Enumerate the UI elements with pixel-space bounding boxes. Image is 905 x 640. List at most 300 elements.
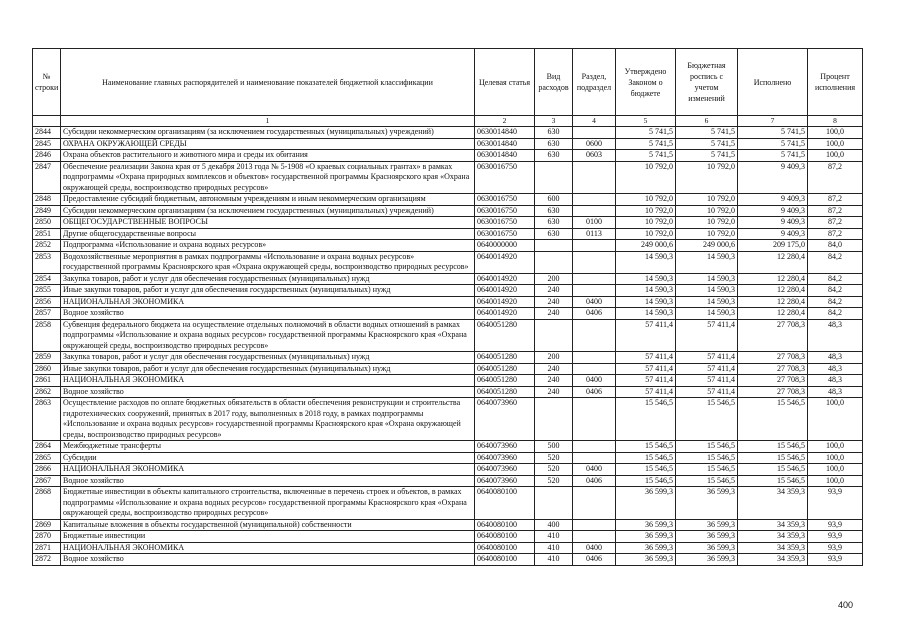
cell-name: Иные закупки товаров, работ и услуг для обеспечения государственных (муниципальных) нужд — [61, 285, 475, 297]
table-row — [33, 398, 863, 441]
cell-expense-type: 410 — [535, 554, 573, 566]
header-approved: Утверждено Законом о бюджете — [616, 49, 676, 116]
cell-approved: 5 741,5 — [616, 138, 676, 150]
cell-executed: 15 546,5 — [738, 452, 808, 464]
table-row — [33, 452, 863, 464]
table-row — [33, 138, 863, 150]
cell-row-number: 2846 — [33, 150, 61, 162]
header-budget-list: Бюджетная роспись с учетом изменений — [676, 49, 738, 116]
cell-executed: 27 708,3 — [738, 375, 808, 387]
cell-budget-list: 10 792,0 — [676, 161, 738, 194]
table-row — [33, 375, 863, 387]
page-number: 400 — [838, 600, 854, 610]
cell-percent: 93,9 — [808, 531, 863, 543]
cell-percent: 48,3 — [808, 352, 863, 364]
column-number: 6 — [676, 116, 738, 127]
cell-budget-list: 5 741,5 — [676, 138, 738, 150]
cell-percent: 84,0 — [808, 240, 863, 252]
cell-row-number: 2861 — [33, 375, 61, 387]
cell-expense-type — [535, 398, 573, 441]
table-body — [33, 127, 863, 566]
header-expense-type: Вид расходов — [535, 49, 573, 116]
cell-section — [573, 531, 616, 543]
cell-row-number: 2845 — [33, 138, 61, 150]
table-row — [33, 251, 863, 273]
cell-row-number: 2864 — [33, 441, 61, 453]
cell-budget-list: 14 590,3 — [676, 296, 738, 308]
cell-name: Субвенция федерального бюджета на осуществление отдельных полномочий в области водных отношений в рамках подпрограммы «Использование и охрана водных ресурсов» государственной программы Красноярского края «Охрана окружающей среды, воспроизводство природных ресурсов» — [61, 319, 475, 352]
cell-executed: 27 708,3 — [738, 352, 808, 364]
cell-row-number: 2852 — [33, 240, 61, 252]
cell-expense-type: 520 — [535, 475, 573, 487]
cell-row-number: 2847 — [33, 161, 61, 194]
cell-budget-list: 15 546,5 — [676, 464, 738, 476]
cell-percent: 48,3 — [808, 386, 863, 398]
cell-name: Водное хозяйство — [61, 386, 475, 398]
cell-executed: 5 741,5 — [738, 138, 808, 150]
cell-expense-type: 630 — [535, 127, 573, 139]
cell-percent: 84,2 — [808, 308, 863, 320]
cell-expense-type: 200 — [535, 273, 573, 285]
cell-name: Межбюджетные трансферты — [61, 441, 475, 453]
cell-target-article: 0640051280 — [475, 319, 535, 352]
table-row — [33, 228, 863, 240]
cell-percent: 100,0 — [808, 138, 863, 150]
cell-percent: 87,2 — [808, 161, 863, 194]
cell-expense-type: 630 — [535, 228, 573, 240]
cell-percent: 84,2 — [808, 251, 863, 273]
cell-percent: 100,0 — [808, 475, 863, 487]
cell-section: 0603 — [573, 150, 616, 162]
cell-row-number: 2869 — [33, 519, 61, 531]
cell-name: ОБЩЕГОСУДАРСТВЕННЫЕ ВОПРОСЫ — [61, 217, 475, 229]
cell-section — [573, 441, 616, 453]
cell-target-article: 0640051280 — [475, 363, 535, 375]
cell-budget-list: 249 000,6 — [676, 240, 738, 252]
cell-section — [573, 251, 616, 273]
cell-approved: 57 411,4 — [616, 386, 676, 398]
cell-expense-type: 600 — [535, 194, 573, 206]
cell-approved: 57 411,4 — [616, 352, 676, 364]
cell-row-number: 2866 — [33, 464, 61, 476]
cell-approved: 15 546,5 — [616, 475, 676, 487]
cell-name: Закупка товаров, работ и услуг для обеспечения государственных (муниципальных) нужд — [61, 273, 475, 285]
cell-budget-list: 5 741,5 — [676, 127, 738, 139]
table-row — [33, 352, 863, 364]
column-number: 7 — [738, 116, 808, 127]
cell-name: Капитальные вложения в объекты государственной (муниципальной) собственности — [61, 519, 475, 531]
cell-expense-type — [535, 240, 573, 252]
cell-expense-type — [535, 161, 573, 194]
cell-row-number: 2849 — [33, 205, 61, 217]
cell-expense-type: 520 — [535, 464, 573, 476]
cell-section — [573, 398, 616, 441]
cell-section: 0406 — [573, 386, 616, 398]
cell-percent: 100,0 — [808, 452, 863, 464]
cell-section — [573, 194, 616, 206]
cell-section — [573, 273, 616, 285]
cell-budget-list: 36 599,3 — [676, 531, 738, 543]
cell-row-number: 2867 — [33, 475, 61, 487]
column-number: 1 — [61, 116, 475, 127]
cell-section: 0400 — [573, 375, 616, 387]
cell-target-article: 0640051280 — [475, 386, 535, 398]
cell-section — [573, 363, 616, 375]
cell-name: Другие общегосударственные вопросы — [61, 228, 475, 240]
cell-budget-list: 10 792,0 — [676, 194, 738, 206]
cell-row-number: 2870 — [33, 531, 61, 543]
cell-expense-type — [535, 251, 573, 273]
cell-target-article: 0640073960 — [475, 452, 535, 464]
table-row — [33, 542, 863, 554]
cell-approved: 57 411,4 — [616, 375, 676, 387]
cell-target-article: 0640014920 — [475, 308, 535, 320]
table-row — [33, 273, 863, 285]
cell-target-article: 0630016750 — [475, 205, 535, 217]
cell-row-number: 2871 — [33, 542, 61, 554]
cell-name: Предоставление субсидий бюджетным, автономным учреждениям и иным некоммерческим организациям — [61, 194, 475, 206]
cell-budget-list: 57 411,4 — [676, 352, 738, 364]
cell-name: Водное хозяйство — [61, 475, 475, 487]
budget-report-sheet — [32, 48, 862, 566]
cell-target-article: 0640000000 — [475, 240, 535, 252]
cell-approved: 10 792,0 — [616, 228, 676, 240]
cell-target-article: 0630016750 — [475, 194, 535, 206]
table-row — [33, 554, 863, 566]
header-percent: Процент исполнения — [808, 49, 863, 116]
table-header — [33, 49, 863, 127]
cell-section — [573, 452, 616, 464]
cell-approved: 36 599,3 — [616, 542, 676, 554]
cell-expense-type: 240 — [535, 296, 573, 308]
cell-executed: 27 708,3 — [738, 386, 808, 398]
cell-target-article: 0630016750 — [475, 161, 535, 194]
cell-expense-type: 630 — [535, 217, 573, 229]
cell-executed: 9 409,3 — [738, 205, 808, 217]
cell-section — [573, 127, 616, 139]
cell-section — [573, 161, 616, 194]
header-target-article: Целевая статья — [475, 49, 535, 116]
cell-target-article: 0640014920 — [475, 285, 535, 297]
cell-budget-list: 15 546,5 — [676, 452, 738, 464]
cell-row-number: 2858 — [33, 319, 61, 352]
cell-section — [573, 285, 616, 297]
cell-row-number: 2868 — [33, 487, 61, 520]
table-row — [33, 296, 863, 308]
cell-approved: 249 000,6 — [616, 240, 676, 252]
cell-percent: 100,0 — [808, 127, 863, 139]
cell-budget-list: 15 546,5 — [676, 441, 738, 453]
cell-executed: 12 280,4 — [738, 251, 808, 273]
cell-section: 0600 — [573, 138, 616, 150]
table-row — [33, 308, 863, 320]
cell-row-number: 2856 — [33, 296, 61, 308]
cell-expense-type — [535, 487, 573, 520]
cell-budget-list: 57 411,4 — [676, 386, 738, 398]
cell-budget-list: 36 599,3 — [676, 554, 738, 566]
cell-executed: 5 741,5 — [738, 127, 808, 139]
cell-executed: 9 409,3 — [738, 217, 808, 229]
cell-executed: 12 280,4 — [738, 296, 808, 308]
cell-approved: 36 599,3 — [616, 519, 676, 531]
cell-approved: 57 411,4 — [616, 319, 676, 352]
cell-budget-list: 10 792,0 — [676, 217, 738, 229]
cell-name: Охрана объектов растительного и животного мира и среды их обитания — [61, 150, 475, 162]
table-row — [33, 386, 863, 398]
cell-row-number: 2865 — [33, 452, 61, 464]
cell-name: Закупка товаров, работ и услуг для обеспечения государственных (муниципальных) нужд — [61, 352, 475, 364]
cell-row-number: 2855 — [33, 285, 61, 297]
cell-section — [573, 519, 616, 531]
cell-approved: 15 546,5 — [616, 398, 676, 441]
header-executed: Исполнено — [738, 49, 808, 116]
table-row — [33, 127, 863, 139]
cell-name: Обеспечение реализации Закона края от 5 декабря 2013 года № 5-1908 «О краевых социальных грантах» в рамках подпрограммы «Охрана природных комплексов и объектов» государственной программы Красноярского края «Охрана окружающей среды, воспроизводство природных ресурсов» — [61, 161, 475, 194]
cell-name: Субсидии некоммерческим организациям (за исключением государственных (муниципальных) учреждений) — [61, 127, 475, 139]
cell-target-article: 0640014920 — [475, 296, 535, 308]
cell-expense-type: 240 — [535, 386, 573, 398]
cell-approved: 14 590,3 — [616, 285, 676, 297]
cell-expense-type: 240 — [535, 308, 573, 320]
cell-budget-list: 10 792,0 — [676, 228, 738, 240]
cell-row-number: 2872 — [33, 554, 61, 566]
cell-executed: 12 280,4 — [738, 308, 808, 320]
table-row — [33, 531, 863, 543]
cell-name: НАЦИОНАЛЬНАЯ ЭКОНОМИКА — [61, 296, 475, 308]
table-row — [33, 363, 863, 375]
cell-name: Водное хозяйство — [61, 308, 475, 320]
table-row — [33, 205, 863, 217]
table-row — [33, 194, 863, 206]
cell-name: Бюджетные инвестиции — [61, 531, 475, 543]
cell-section: 0100 — [573, 217, 616, 229]
header-section: Раздел, подраздел — [573, 49, 616, 116]
cell-approved: 14 590,3 — [616, 251, 676, 273]
cell-name: Бюджетные инвестиции в объекты капитального строительства, включенные в перечень строек и объектов, в рамках подпрограммы «Использование и охрана водных ресурсов» государственной программы Красноярского края «Охрана окружающей среды, воспроизводство природных ресурсов» — [61, 487, 475, 520]
cell-executed: 9 409,3 — [738, 194, 808, 206]
cell-section — [573, 319, 616, 352]
cell-approved: 36 599,3 — [616, 531, 676, 543]
cell-approved: 10 792,0 — [616, 217, 676, 229]
cell-section — [573, 487, 616, 520]
cell-percent: 84,2 — [808, 273, 863, 285]
cell-approved: 15 546,5 — [616, 464, 676, 476]
cell-target-article: 0640051280 — [475, 375, 535, 387]
cell-target-article: 0640080100 — [475, 519, 535, 531]
cell-percent: 100,0 — [808, 150, 863, 162]
cell-target-article: 0640051280 — [475, 352, 535, 364]
cell-budget-list: 14 590,3 — [676, 308, 738, 320]
cell-section: 0406 — [573, 308, 616, 320]
cell-executed: 34 359,3 — [738, 542, 808, 554]
cell-target-article: 0640080100 — [475, 487, 535, 520]
cell-expense-type: 200 — [535, 352, 573, 364]
cell-percent: 87,2 — [808, 205, 863, 217]
cell-approved: 5 741,5 — [616, 150, 676, 162]
cell-budget-list: 36 599,3 — [676, 487, 738, 520]
cell-name: НАЦИОНАЛЬНАЯ ЭКОНОМИКА — [61, 464, 475, 476]
cell-name: Водохозяйственные мероприятия в рамках подпрограммы «Использование и охрана водных ресурсов» государственной программы Красноярского края «Охрана окружающей среды, воспроизводство природных ресурсов» — [61, 251, 475, 273]
cell-expense-type: 630 — [535, 205, 573, 217]
cell-expense-type: 240 — [535, 375, 573, 387]
cell-percent: 48,3 — [808, 363, 863, 375]
cell-section: 0400 — [573, 542, 616, 554]
budget-execution-table — [32, 48, 863, 566]
table-row — [33, 487, 863, 520]
table-row — [33, 464, 863, 476]
cell-expense-type: 410 — [535, 531, 573, 543]
cell-percent: 87,2 — [808, 228, 863, 240]
cell-expense-type: 410 — [535, 542, 573, 554]
cell-budget-list: 14 590,3 — [676, 273, 738, 285]
cell-approved: 15 546,5 — [616, 452, 676, 464]
cell-target-article: 0630014840 — [475, 150, 535, 162]
cell-approved: 36 599,3 — [616, 554, 676, 566]
column-number: 2 — [475, 116, 535, 127]
cell-target-article: 0640080100 — [475, 531, 535, 543]
cell-row-number: 2862 — [33, 386, 61, 398]
column-number: 3 — [535, 116, 573, 127]
cell-approved: 10 792,0 — [616, 194, 676, 206]
cell-target-article: 0640014920 — [475, 273, 535, 285]
cell-percent: 84,2 — [808, 285, 863, 297]
cell-row-number: 2850 — [33, 217, 61, 229]
cell-percent: 87,2 — [808, 217, 863, 229]
cell-percent: 100,0 — [808, 398, 863, 441]
cell-target-article: 0630014840 — [475, 127, 535, 139]
cell-section — [573, 240, 616, 252]
cell-percent: 100,0 — [808, 441, 863, 453]
cell-percent: 48,3 — [808, 375, 863, 387]
cell-expense-type: 630 — [535, 138, 573, 150]
cell-executed: 15 546,5 — [738, 441, 808, 453]
cell-executed: 34 359,3 — [738, 531, 808, 543]
cell-budget-list: 57 411,4 — [676, 363, 738, 375]
cell-executed: 27 708,3 — [738, 319, 808, 352]
cell-name: Подпрограмма «Использование и охрана водных ресурсов» — [61, 240, 475, 252]
cell-executed: 27 708,3 — [738, 363, 808, 375]
cell-expense-type: 630 — [535, 150, 573, 162]
cell-percent: 93,9 — [808, 542, 863, 554]
cell-target-article: 0630014840 — [475, 138, 535, 150]
cell-executed: 15 546,5 — [738, 464, 808, 476]
cell-name: Иные закупки товаров, работ и услуг для обеспечения государственных (муниципальных) нужд — [61, 363, 475, 375]
cell-row-number: 2860 — [33, 363, 61, 375]
cell-target-article: 0640080100 — [475, 542, 535, 554]
cell-approved: 14 590,3 — [616, 296, 676, 308]
cell-percent: 87,2 — [808, 194, 863, 206]
table-row — [33, 475, 863, 487]
cell-section — [573, 205, 616, 217]
cell-name: Осуществление расходов по оплате бюджетных обязательств в области обеспечения реконструкции и строительства гидротехнических сооружений, принятых в 2017 году, выполненных в 2018 году, в рамках подпрограммы «Использование и охрана водных ресурсов» государственной программы Красноярского края «Охрана окружающей среды, воспроизводство природных ресурсов» — [61, 398, 475, 441]
cell-executed: 34 359,3 — [738, 519, 808, 531]
column-number — [33, 116, 61, 127]
cell-expense-type: 500 — [535, 441, 573, 453]
cell-target-article: 0640073960 — [475, 464, 535, 476]
cell-row-number: 2863 — [33, 398, 61, 441]
cell-expense-type — [535, 319, 573, 352]
column-number-row — [33, 116, 863, 127]
cell-expense-type: 400 — [535, 519, 573, 531]
cell-budget-list: 10 792,0 — [676, 205, 738, 217]
cell-name: Субсидии — [61, 452, 475, 464]
cell-section: 0400 — [573, 464, 616, 476]
cell-executed: 9 409,3 — [738, 161, 808, 194]
cell-section: 0113 — [573, 228, 616, 240]
cell-budget-list: 15 546,5 — [676, 475, 738, 487]
cell-target-article: 0640073960 — [475, 441, 535, 453]
cell-approved: 10 792,0 — [616, 161, 676, 194]
cell-budget-list: 57 411,4 — [676, 319, 738, 352]
cell-percent: 93,9 — [808, 487, 863, 520]
table-row — [33, 161, 863, 194]
cell-percent: 48,3 — [808, 319, 863, 352]
cell-approved: 10 792,0 — [616, 205, 676, 217]
cell-name: Субсидии некоммерческим организациям (за исключением государственных (муниципальных) учреждений) — [61, 205, 475, 217]
cell-row-number: 2857 — [33, 308, 61, 320]
table-row — [33, 217, 863, 229]
cell-section: 0406 — [573, 475, 616, 487]
cell-executed: 34 359,3 — [738, 554, 808, 566]
cell-approved: 14 590,3 — [616, 308, 676, 320]
header-name: Наименование главных распорядителей и наименование показателей бюджетной классификации — [61, 49, 475, 116]
cell-name: НАЦИОНАЛЬНАЯ ЭКОНОМИКА — [61, 542, 475, 554]
cell-percent: 93,9 — [808, 519, 863, 531]
column-number: 5 — [616, 116, 676, 127]
cell-target-article: 0640080100 — [475, 554, 535, 566]
table-row — [33, 441, 863, 453]
column-number: 4 — [573, 116, 616, 127]
column-number: 8 — [808, 116, 863, 127]
cell-percent: 93,9 — [808, 554, 863, 566]
cell-executed: 12 280,4 — [738, 273, 808, 285]
cell-budget-list: 5 741,5 — [676, 150, 738, 162]
cell-budget-list: 36 599,3 — [676, 519, 738, 531]
cell-budget-list: 57 411,4 — [676, 375, 738, 387]
cell-approved: 15 546,5 — [616, 441, 676, 453]
cell-expense-type: 240 — [535, 285, 573, 297]
cell-section: 0400 — [573, 296, 616, 308]
cell-target-article: 0640073960 — [475, 475, 535, 487]
table-row — [33, 240, 863, 252]
header-row-number: № строки — [33, 49, 61, 116]
cell-row-number: 2854 — [33, 273, 61, 285]
cell-target-article: 0640073960 — [475, 398, 535, 441]
cell-row-number: 2844 — [33, 127, 61, 139]
table-row — [33, 319, 863, 352]
cell-budget-list: 15 546,5 — [676, 398, 738, 441]
cell-row-number: 2853 — [33, 251, 61, 273]
table-row — [33, 519, 863, 531]
cell-executed: 15 546,5 — [738, 475, 808, 487]
cell-budget-list: 14 590,3 — [676, 285, 738, 297]
cell-executed: 12 280,4 — [738, 285, 808, 297]
cell-budget-list: 36 599,3 — [676, 542, 738, 554]
cell-executed: 209 175,0 — [738, 240, 808, 252]
cell-executed: 34 359,3 — [738, 487, 808, 520]
cell-name: Водное хозяйство — [61, 554, 475, 566]
cell-executed: 15 546,5 — [738, 398, 808, 441]
cell-percent: 100,0 — [808, 464, 863, 476]
cell-target-article: 0630016750 — [475, 217, 535, 229]
cell-approved: 14 590,3 — [616, 273, 676, 285]
cell-approved: 5 741,5 — [616, 127, 676, 139]
cell-row-number: 2851 — [33, 228, 61, 240]
cell-approved: 57 411,4 — [616, 363, 676, 375]
cell-name: НАЦИОНАЛЬНАЯ ЭКОНОМИКА — [61, 375, 475, 387]
table-row — [33, 150, 863, 162]
cell-percent: 84,2 — [808, 296, 863, 308]
